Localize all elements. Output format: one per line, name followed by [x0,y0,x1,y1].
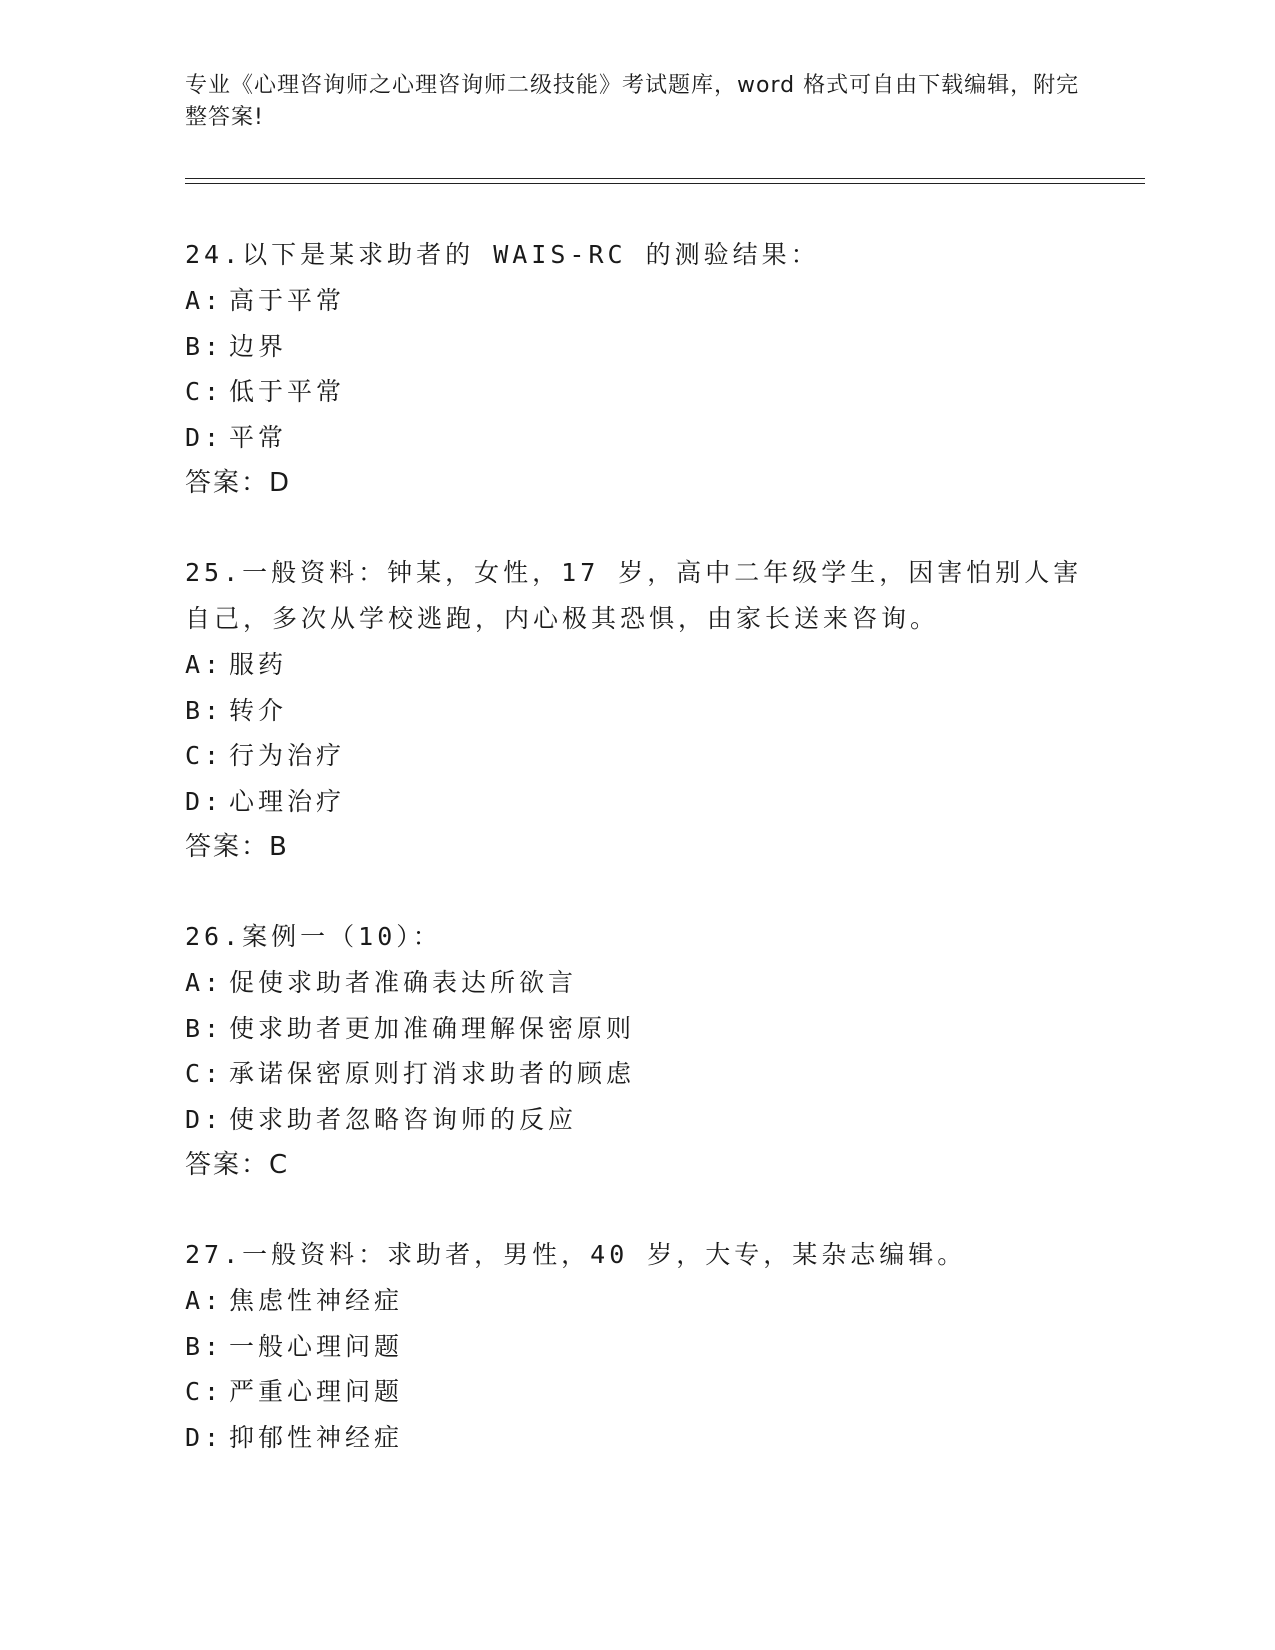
option-text: 使求助者更加准确理解保密原则 [229,1013,636,1043]
option-c [185,1369,1085,1415]
option-key: A: [185,286,224,315]
header-divider-top [185,178,1145,179]
question-stem: 25.一般资料：钟某，女性，17 岁，高中二年级学生，因害怕别人害自己，多次从学校逃跑，内心极其恐惧，由家长送来咨询。 [185,558,1083,633]
option-key: C: [185,377,224,406]
question-27 [185,1232,1085,1460]
option-text: 边界 [229,331,288,361]
option-b [185,688,1085,734]
option-key: B: [185,1331,224,1361]
option-d [185,415,1085,461]
option-text: 抑郁性神经症 [229,1422,404,1452]
option-key: A: [185,650,224,679]
question-25 [185,550,1085,870]
option-text: 严重心理问题 [229,1377,404,1406]
option-text: 促使求助者准确表达所欲言 [229,968,578,997]
option-key: D: [185,422,224,452]
question-list [185,232,1085,1504]
option-text: 转介 [229,695,288,725]
option-text: 承诺保密原则打消求助者的顾虑 [229,1059,636,1088]
option-text: 服药 [229,650,288,679]
option-key: B: [185,1013,224,1043]
option-c [185,369,1085,415]
option-c [185,1051,1085,1097]
option-text: 心理治疗 [229,786,346,816]
option-a [185,1278,1085,1324]
question-24 [185,232,1085,506]
option-b [185,1006,1085,1052]
option-key: C: [185,1059,224,1088]
option-text: 低于平常 [229,377,346,406]
option-text: 行为治疗 [229,741,346,770]
header-divider-bottom [185,183,1145,184]
option-key: A: [185,968,224,997]
option-a [185,642,1085,688]
question-stem: 24.以下是某求助者的 WAIS-RC 的测验结果： [185,240,820,269]
option-b [185,1324,1085,1370]
question-stem: 27.一般资料：求助者，男性，40 岁，大专，某杂志编辑。 [185,1240,967,1269]
option-b [185,324,1085,370]
option-c [185,733,1085,779]
answer: 答案：B [185,832,289,862]
document-header: 专业《心理咨询师之心理咨询师二级技能》考试题库，word 格式可自由下载编辑，附完整答案! [185,73,1080,130]
option-a [185,278,1085,324]
option-a [185,960,1085,1006]
option-key: B: [185,695,224,725]
option-key: D: [185,1104,224,1134]
option-text: 高于平常 [229,286,346,315]
option-key: A: [185,1286,224,1315]
answer: 答案：C [185,1150,290,1180]
option-key: C: [185,1377,224,1406]
option-d [185,1415,1085,1461]
answer: 答案：D [185,468,292,498]
option-text: 焦虑性神经症 [229,1286,404,1315]
option-d [185,1097,1085,1143]
option-d [185,779,1085,825]
option-text: 一般心理问题 [229,1331,404,1361]
question-stem: 26.案例一（10）： [185,922,442,951]
option-key: D: [185,786,224,816]
option-text: 平常 [229,422,288,452]
question-26 [185,914,1085,1188]
option-key: C: [185,741,224,770]
option-text: 使求助者忽略咨询师的反应 [229,1104,578,1134]
option-key: B: [185,331,224,361]
option-key: D: [185,1422,224,1452]
